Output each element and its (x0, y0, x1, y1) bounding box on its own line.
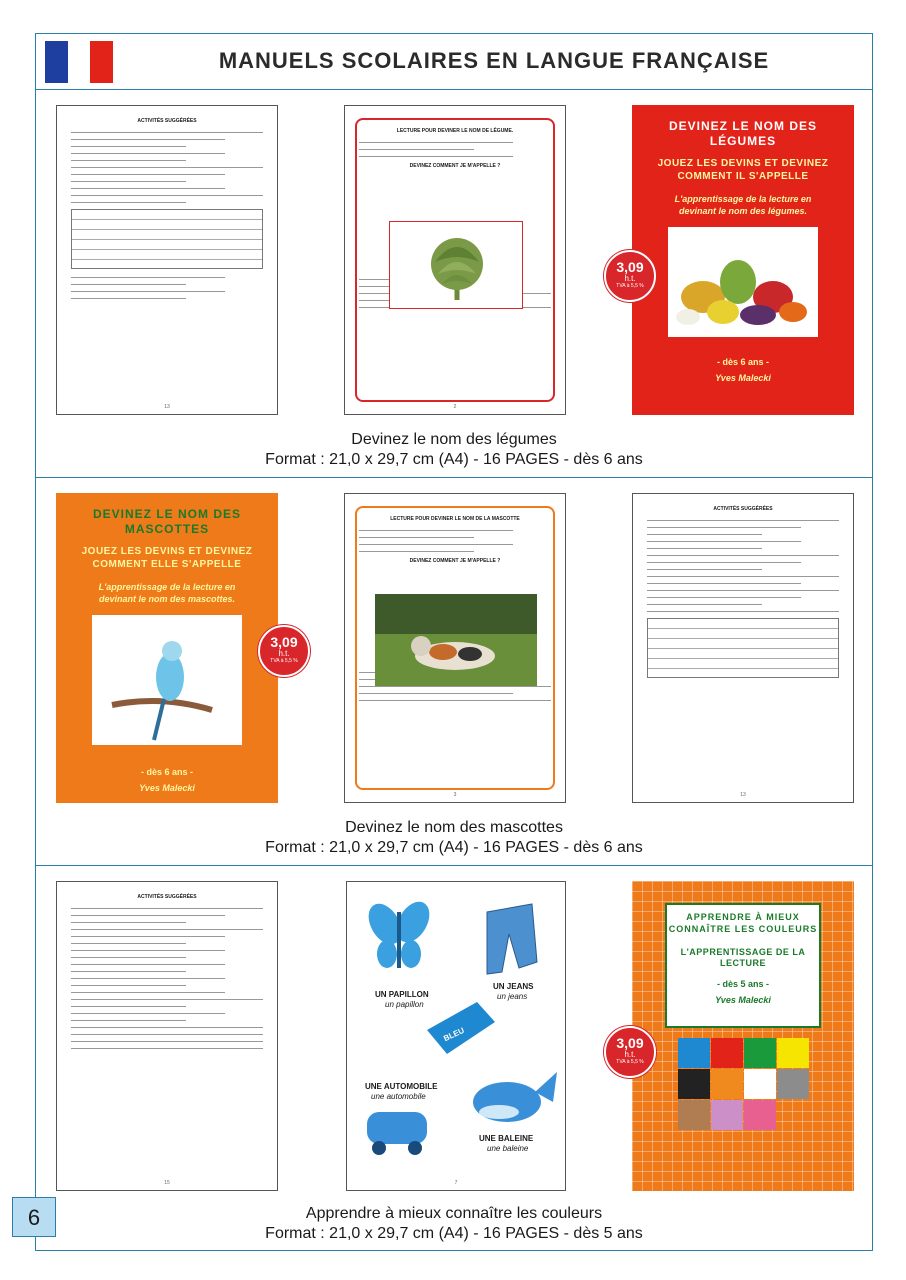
color-swatch (678, 1100, 710, 1130)
book-format: Format : 21,0 x 29,7 cm (A4) - 16 PAGES - dès 5 ans (265, 1225, 643, 1242)
color-swatch (744, 1069, 776, 1099)
cover-tagline: L'apprentissage de la lecture en devinant le nom des légumes. (674, 194, 812, 216)
label-automobile: UNE AUTOMOBILE (365, 1082, 438, 1091)
book-caption: Devinez le nom des légumes (351, 431, 557, 448)
color-swatch (744, 1038, 776, 1068)
automobile-icon (367, 1112, 427, 1155)
illustrations-page-thumbnail: UN PAPILLON un papillon UN JEANS un jeans BLEU UNE AUTOMOBILE une automobile UNE BALEINE une baleine 7 (346, 881, 566, 1191)
cover-subtitle: JOUEZ LES DEVINS ET DEVINEZ COMMENT ELLE S'APPELLE (81, 546, 253, 570)
worksheet-question: DEVINEZ COMMENT JE M'APPELLE ? (409, 163, 501, 169)
color-swatch (711, 1038, 743, 1068)
cover-author: Yves Malecki (715, 995, 771, 1005)
sheet-title: ACTIVITÉS SUGGÉRÉES (713, 506, 773, 512)
artichoke-image (389, 221, 523, 309)
color-swatch (744, 1100, 776, 1130)
worksheet-question: DEVINEZ COMMENT JE M'APPELLE ? (409, 558, 501, 564)
price-badge: 3,09 h.t. TVA à 5,5 % (258, 625, 310, 677)
book-caption: Apprendre à mieux connaître les couleurs (305, 1205, 603, 1222)
book-cover-mascottes (56, 493, 278, 803)
label-jeans-script: un jeans (497, 992, 528, 1001)
butterfly-icon (362, 896, 436, 968)
cover-title: DEVINEZ LE NOM DES MASCOTTES (92, 507, 241, 536)
cover-author: Yves Malecki (715, 373, 771, 383)
jeans-icon (487, 904, 537, 974)
activities-page-thumbnail: ACTIVITÉS SUGGÉRÉES 13 (632, 493, 854, 803)
page-title: MANUELS SCOLAIRES EN LANGUE FRANÇAISE (218, 48, 770, 73)
label-bleu: BLEU (442, 1025, 466, 1044)
page-frame (35, 33, 873, 1251)
cover-subtitle: L'APPRENTISSAGE DE LA LECTURE (680, 947, 806, 968)
book-section-mascottes (36, 478, 872, 866)
page-header (36, 34, 872, 90)
whale-icon (473, 1072, 557, 1122)
book-cover-legumes (632, 105, 854, 415)
label-automobile-script: une automobile (371, 1092, 426, 1101)
cat-image (375, 594, 537, 686)
book-cover-couleurs (632, 881, 854, 1191)
cover-age: - dès 6 ans - (716, 357, 770, 367)
sheet-title: ACTIVITÉS SUGGÉRÉES (137, 118, 197, 124)
worksheet-title: LECTURE POUR DEVINER LE NOM DE LA MASCOTTE (390, 516, 520, 522)
color-swatch (678, 1069, 710, 1099)
sheet-title: ACTIVITÉS SUGGÉRÉES (137, 894, 197, 900)
page-number: 6 (12, 1197, 56, 1237)
parakeet-image (92, 615, 242, 745)
french-flag-icon (45, 41, 113, 83)
book-section-couleurs (36, 866, 872, 1252)
label-baleine: UNE BALEINE (479, 1134, 534, 1143)
color-swatch (711, 1100, 743, 1130)
color-swatch (777, 1069, 809, 1099)
label-baleine-script: une baleine (487, 1144, 529, 1153)
price-badge: 3,09 h.t. TVA à 5,5 % (604, 1026, 656, 1078)
cover-age: - dès 6 ans - (140, 767, 194, 777)
worksheet-thumbnail: LECTURE POUR DEVINER LE NOM DE LA MASCOTTE DEVINEZ COMMENT JE M'APPELLE ? 3 (344, 493, 566, 803)
activities-page-thumbnail: ACTIVITÉS SUGGÉRÉES 15 (56, 881, 278, 1191)
label-papillon-script: un papillon (385, 1000, 424, 1009)
price-badge: 3,09 h.t. TVA à 5,5 % (604, 250, 656, 302)
book-format: Format : 21,0 x 29,7 cm (A4) - 16 PAGES - dès 6 ans (265, 451, 643, 468)
book-format: Format : 21,0 x 29,7 cm (A4) - 16 PAGES - dès 6 ans (265, 839, 643, 856)
label-jeans: UN JEANS (493, 982, 534, 991)
color-swatch-grid (678, 1038, 808, 1130)
cover-author: Yves Malecki (139, 783, 195, 793)
cover-age: - dès 5 ans - (716, 979, 770, 989)
worksheet-thumbnail: LECTURE POUR DEVINER LE NOM DE LÉGUME. DEVINEZ COMMENT JE M'APPELLE ? 2 (344, 105, 566, 415)
worksheet-title: LECTURE POUR DEVINER LE NOM DE LÉGUME. (396, 128, 514, 134)
book-caption: Devinez le nom des mascottes (345, 819, 563, 836)
color-swatch (777, 1038, 809, 1068)
label-papillon: UN PAPILLON (375, 990, 429, 999)
activities-page-thumbnail: ACTIVITÉS SUGGÉRÉES 13 (56, 105, 278, 415)
cover-tagline: L'apprentissage de la lecture en devinant le nom des mascottes. (98, 582, 236, 604)
cover-subtitle: JOUEZ LES DEVINS ET DEVINEZ COMMENT IL S'APPELLE (657, 158, 829, 182)
cover-title-box (665, 903, 821, 1028)
vegetables-image (668, 227, 818, 337)
color-swatch (711, 1069, 743, 1099)
book-section-legumes (36, 90, 872, 478)
cover-title: DEVINEZ LE NOM DES LÉGUMES (668, 119, 817, 148)
cover-title: APPRENDRE À MIEUX CONNAÎTRE LES COULEURS (668, 912, 818, 934)
color-swatch (678, 1038, 710, 1068)
